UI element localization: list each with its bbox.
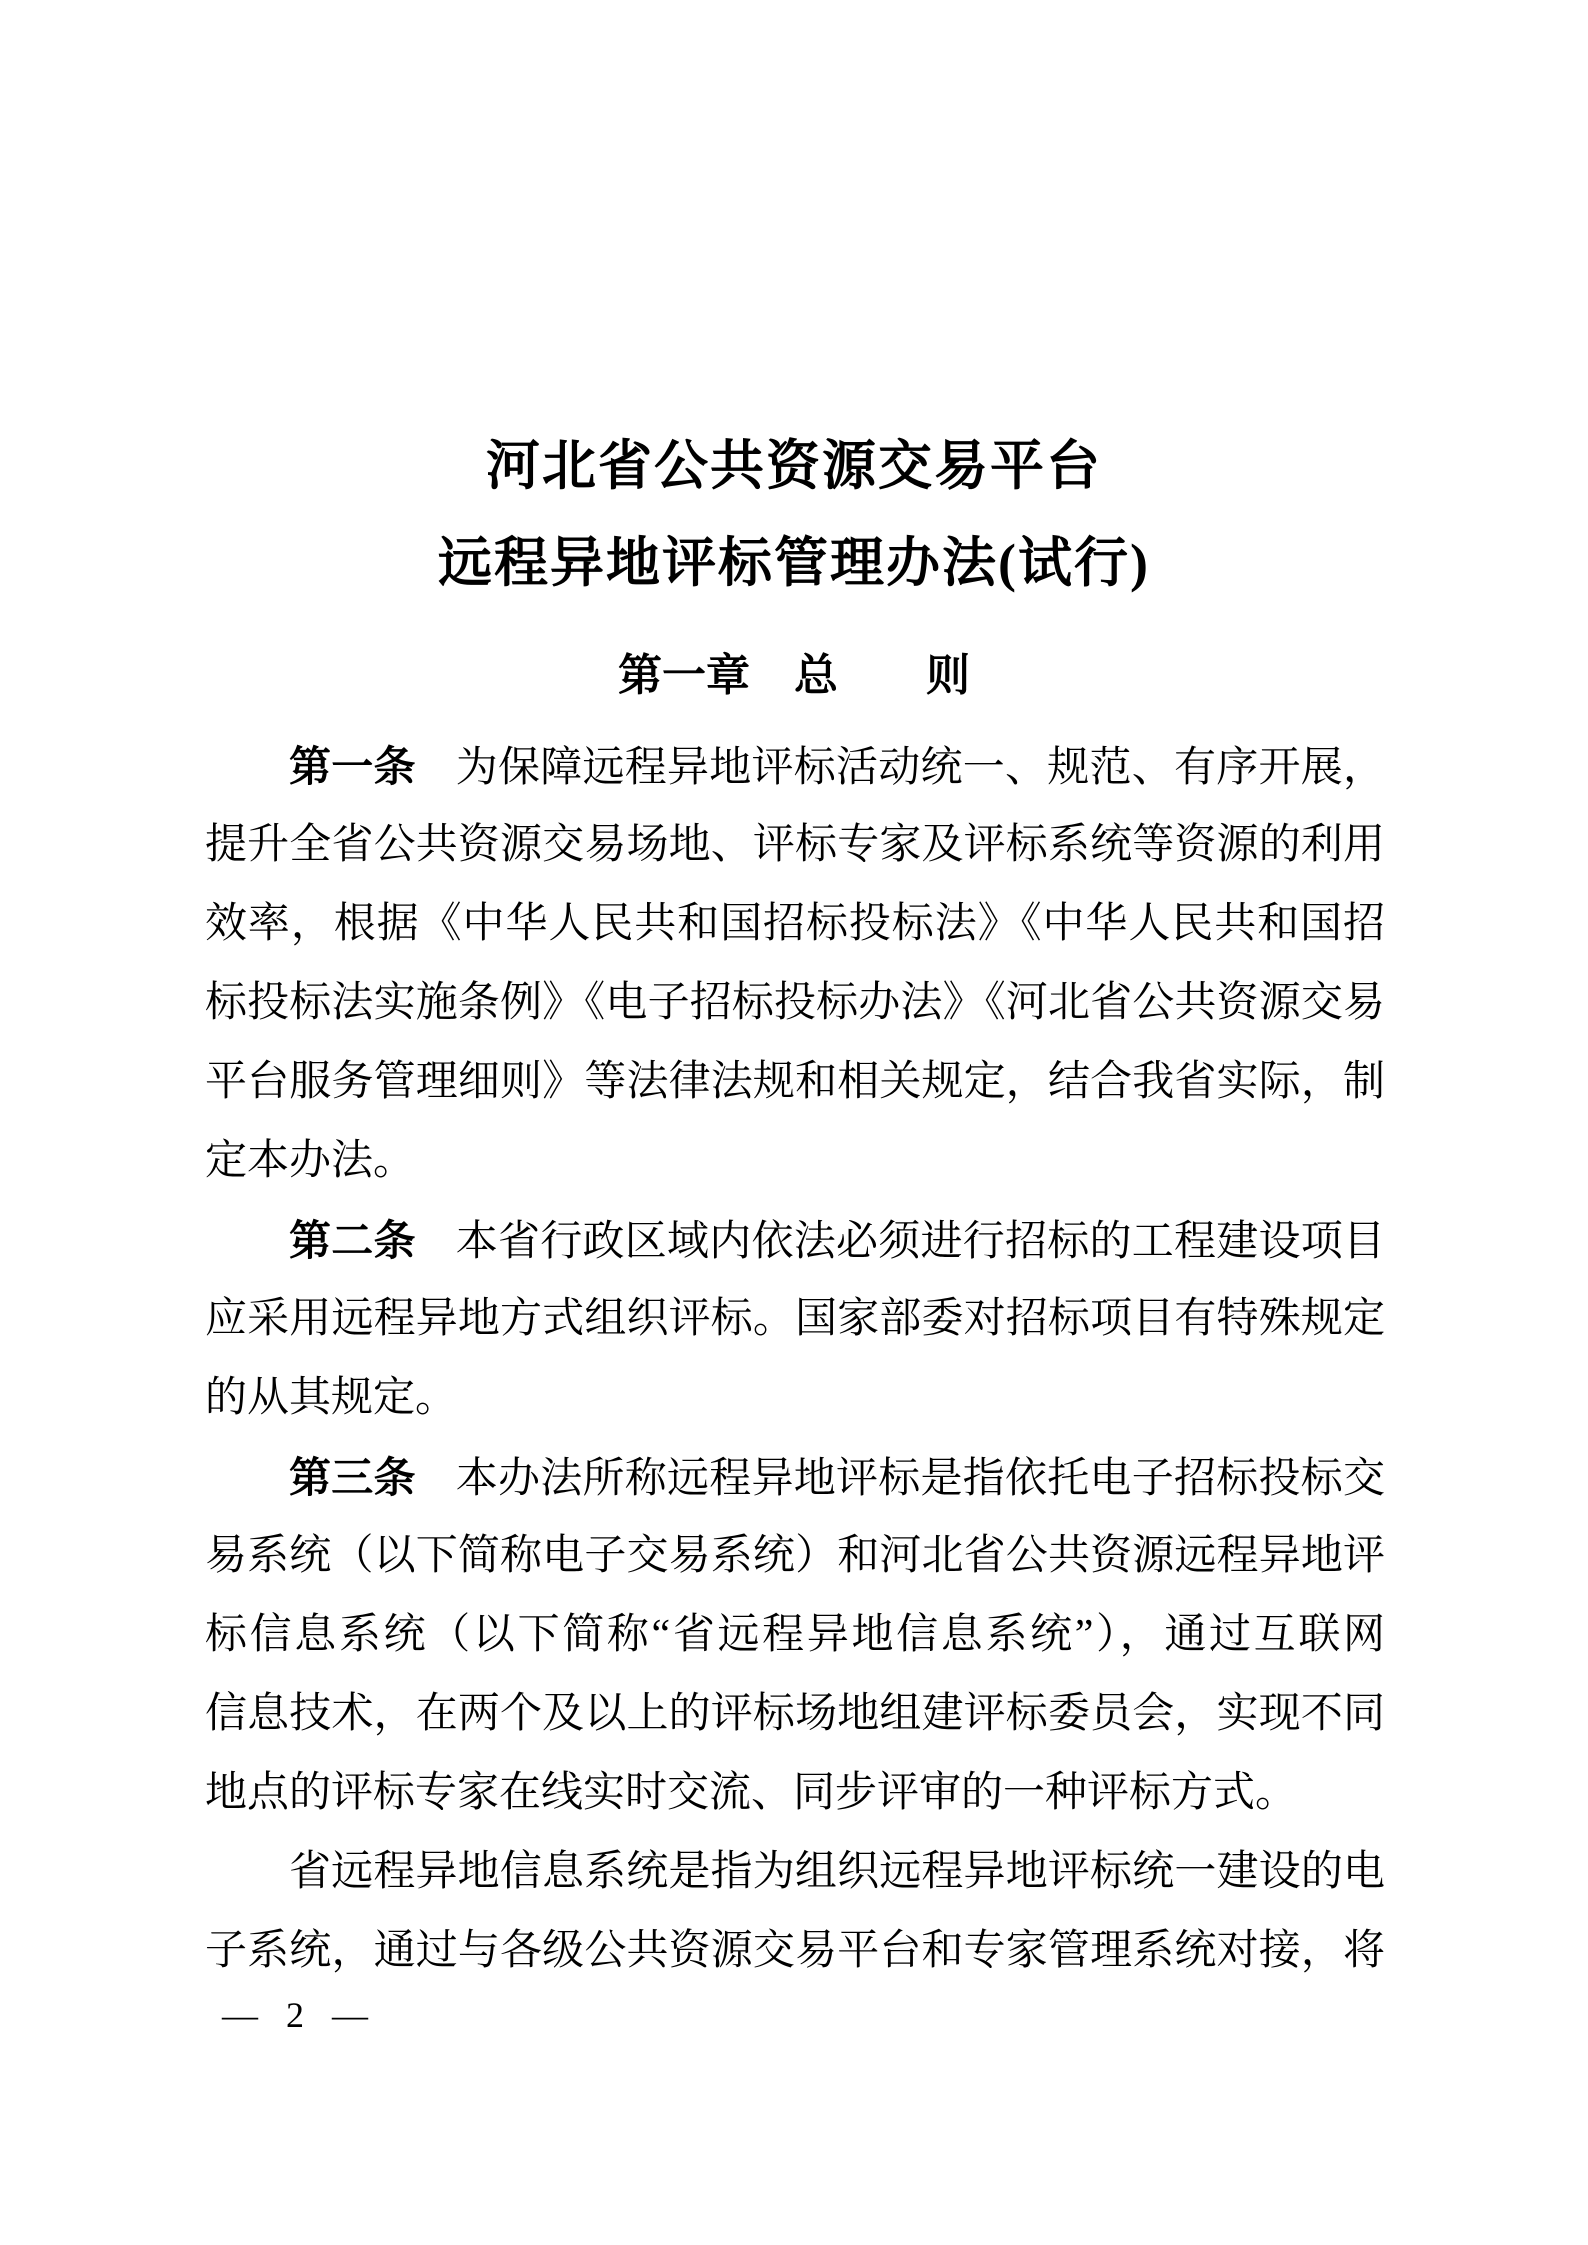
text-line: 第一条 为保障远程异地评标活动统一、规范、有序开展， xyxy=(289,743,1385,791)
text-line: 应采用远程异地方式组织评标。国家部委对招标项目有特殊规定 xyxy=(205,1296,1385,1342)
document-body xyxy=(205,727,1385,1991)
paragraph xyxy=(205,1201,1385,1438)
article-number: 第三条 xyxy=(289,1454,416,1501)
text-line: 省远程异地信息系统是指为组织远程异地评标统一建设的电 xyxy=(289,1849,1385,1895)
document-title-line-2: 远程异地评标管理办法(试行) xyxy=(438,533,1150,593)
text-line: 标投标法实施条例》《电子招标投标办法》《河北省公共资源交易 xyxy=(205,980,1385,1026)
article-number: 第一条 xyxy=(289,743,416,790)
chapter-heading: 第一章 总 则 xyxy=(618,651,970,700)
text-line: 提升全省公共资源交易场地、评标专家及评标系统等资源的利用 xyxy=(205,822,1385,868)
paragraph xyxy=(205,1438,1385,1833)
text-line: 信息技术，在两个及以上的评标场地组建评标委员会，实现不同 xyxy=(205,1691,1385,1737)
text-line: 易系统（以下简称电子交易系统）和河北省公共资源远程异地评 xyxy=(205,1533,1385,1579)
document-title xyxy=(0,418,1588,612)
footer-right-dash: — xyxy=(332,1995,368,2035)
text-line: 平台服务管理细则》等法律法规和相关规定，结合我省实际，制 xyxy=(205,1059,1385,1105)
text-line: 第三条 本办法所称远程异地评标是指依托电子招标投标交 xyxy=(289,1454,1385,1502)
article-number: 第二条 xyxy=(289,1217,416,1264)
text-line: 效率，根据《中华人民共和国招标投标法》《中华人民共和国招 xyxy=(205,901,1385,947)
footer-left-dash: — xyxy=(222,1995,258,2035)
paragraph xyxy=(205,727,1385,1201)
document-title-line-1: 河北省公共资源交易平台 xyxy=(486,436,1102,496)
page-number: 2 xyxy=(286,1995,304,2035)
text-line: 地点的评标专家在线实时交流、同步评审的一种评标方式。 xyxy=(205,1770,1298,1816)
text-line: 子系统，通过与各级公共资源交易平台和专家管理系统对接，将 xyxy=(205,1928,1385,1974)
paragraph xyxy=(205,1833,1385,1991)
text-line: 的从其规定。 xyxy=(205,1375,458,1421)
page-footer xyxy=(222,1995,368,2035)
text-line: 定本办法。 xyxy=(205,1138,416,1184)
text-line: 标信息系统（以下简称“省远程异地信息系统”），通过互联网 xyxy=(205,1612,1385,1658)
text-line: 第二条 本省行政区域内依法必须进行招标的工程建设项目 xyxy=(289,1217,1385,1265)
